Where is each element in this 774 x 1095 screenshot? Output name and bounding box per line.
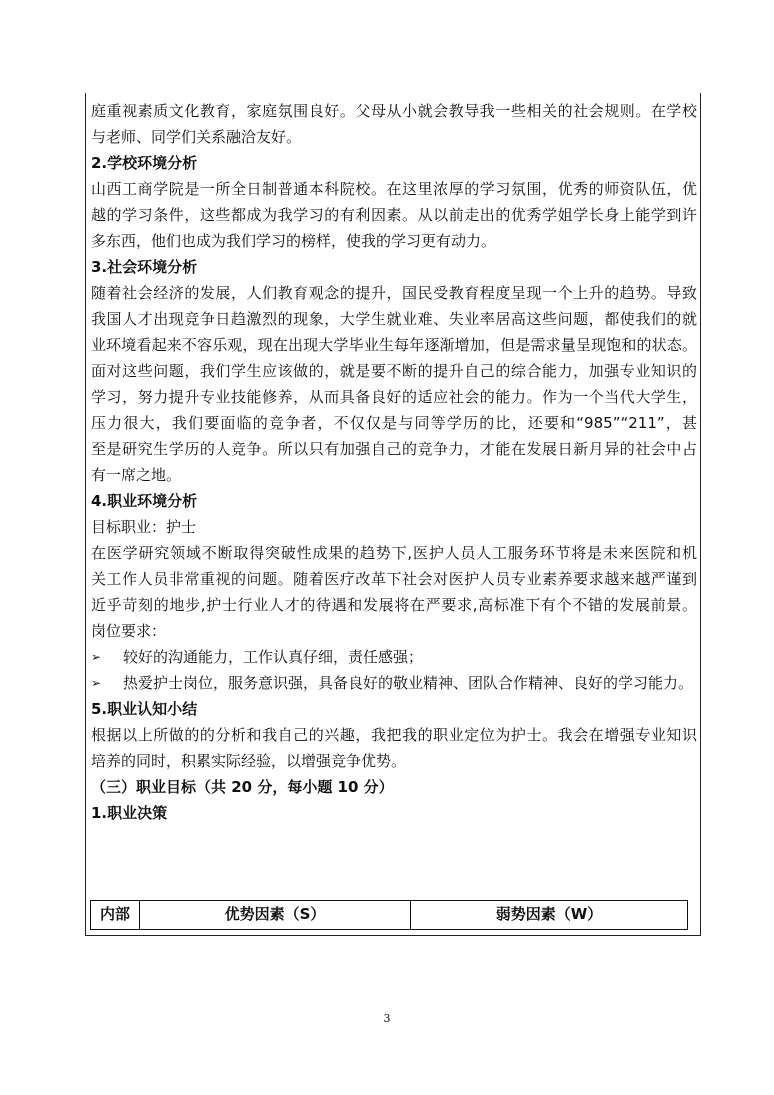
text-line: 我国人才出现竞争日趋激烈的现象，大学生就业难、失业率居高这些问题，都使我们的就 — [91, 310, 697, 328]
text-line: 越的学习条件，这些都成为我学习的有利因素。从以前走出的优秀学姐学长身上能学到许 — [91, 206, 697, 224]
text-line: 随着社会经济的发展，人们教育观念的提升，国民受教育程度呈现一个上升的趋势。导致 — [91, 284, 697, 302]
text-line: 庭重视素质文化教育，家庭氛围良好。父母从小就会教导我一些相关的社会规则。在学校 — [91, 102, 697, 120]
text-line: 有一席之地。 — [91, 466, 182, 484]
bullet-text: 较好的沟通能力，工作认真仔细，责任感强； — [123, 648, 424, 666]
text-line: 关工作人员非常重视的问题。随着医疗改革下社会对医护人员专业素养要求越来越严谨到 — [91, 570, 697, 588]
document-body — [91, 98, 697, 826]
text-line: 山西工商学院是一所全日制普通本科院校。在这里浓厚的学习氛围，优秀的师资队伍，优 — [91, 180, 697, 198]
text-line: 学习，努力提升专业技能修养，从而具备良好的适应社会的能力。作为一个当代大学生， — [91, 388, 697, 406]
text-line: 业环境看起来不容乐观，现在出现大学毕业生每年逐渐增加，但是需求量呈现饱和的状态。 — [91, 336, 697, 354]
bullet-text: 热爱护士岗位，服务意识强，具备良好的敬业精神、团队合作精神、良好的学习能力。 — [123, 674, 694, 692]
text-line: 近乎苛刻的地步,护士行业人才的待遇和发展将在严要求,高标准下有个不错的发展前景。 — [91, 596, 697, 614]
page-number: 3 — [383, 1012, 391, 1025]
text-line: 多东西，他们也成为我们学习的榜样，使我的学习更有动力。 — [91, 232, 497, 250]
text-line: 与老师、同学们关系融洽友好。 — [91, 128, 302, 146]
arrow-bullet-icon: ➢ — [91, 650, 102, 664]
section-heading: （三）职业目标（共 20 分，每小题 10 分） — [91, 778, 394, 796]
table-header-cell: 优势因素（S） — [140, 901, 411, 929]
table-header-cell: 弱势因素（W） — [495, 905, 603, 923]
text-line: 压力很大，我们要面临的竞争者，不仅仅是与同等学历的比，还要和“985”“211”，甚 — [91, 414, 697, 432]
bullet-item — [91, 670, 697, 696]
text-line: 根据以上所做的的分析和我自己的兴趣，我把我的职业定位为护士。我会在增强专业知识 — [91, 726, 697, 744]
section-heading: 5.职业认知小结 — [91, 700, 198, 718]
text-line: 在医学研究领域不断取得突破性成果的趋势下,医护人员人工服务环节将是未来医院和机 — [91, 544, 697, 562]
section-heading: 4.职业环境分析 — [91, 492, 198, 510]
section-heading: 2.学校环境分析 — [91, 154, 198, 172]
table-header-cell: 内部 — [91, 901, 140, 929]
section-heading: 3.社会环境分析 — [91, 258, 198, 276]
text-line: 培养的同时，积累实际经验，以增强竞争优势。 — [91, 752, 407, 770]
text-line: 岗位要求： — [91, 622, 167, 640]
bullet-item — [91, 644, 697, 670]
arrow-bullet-icon: ➢ — [91, 676, 102, 690]
subsection-heading: 1.职业决策 — [91, 804, 168, 822]
text-line: 至是研究生学历的人竞争。所以只有加强自己的竞争力，才能在发展日新月异的社会中占 — [91, 440, 697, 458]
swot-table-header — [90, 900, 688, 930]
target-job-line: 目标职业：护士 — [91, 518, 197, 536]
text-line: 面对这些问题，我们学生应该做的，就是要不断的提升自己的综合能力，加强专业知识的 — [91, 362, 697, 380]
